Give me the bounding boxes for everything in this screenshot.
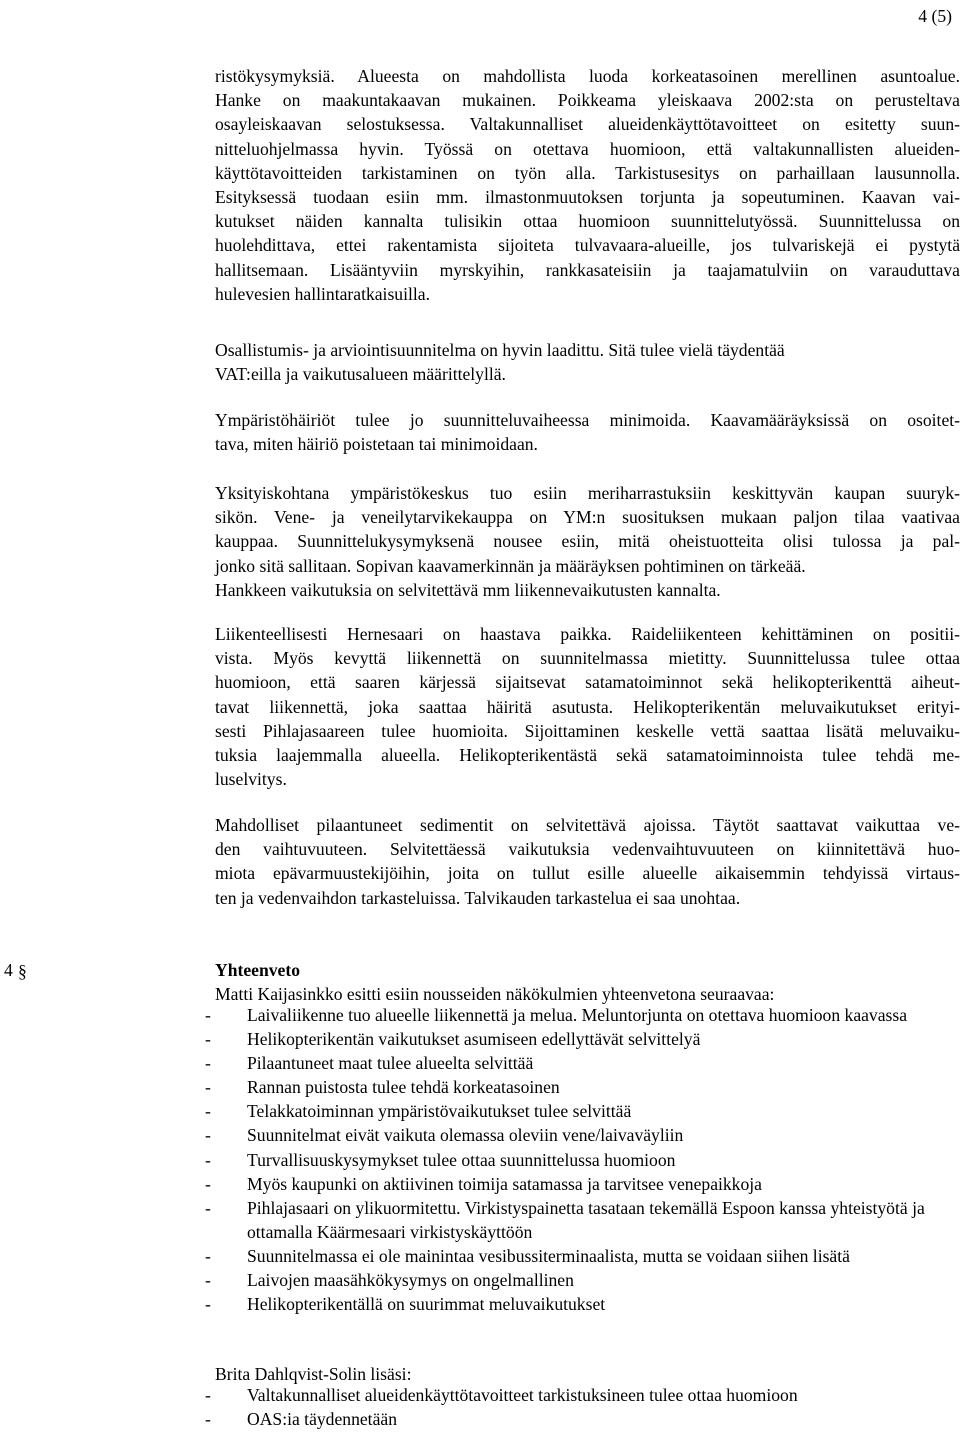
text-line: Esityksessä tuodaan esiin mm. ilmastonmuutoksen torjunta ja sopeutuminen. Kaavan vai-: [215, 186, 960, 207]
text-line: huomioon, että saaren kärjessä sijaitsevat satamatoiminnot sekä helikopterikenttä aiheut-: [215, 672, 960, 693]
list-item: [205, 1383, 960, 1407]
list-item-text: Suunnitelmat eivät vaikuta olemassa oleviin vene/laivaväyliin: [247, 1125, 684, 1146]
list-item: [205, 1407, 960, 1431]
list-item-text: Pihlajasaari on ylikuormitettu. Virkistyspainetta tasataan tekemällä Espoon kanssa yhteistyötä ja ottamalla Käärmesaari virkistyskäyttöön: [247, 1197, 925, 1242]
text-line: kutukset näiden kannalta tulisikin ottaa huomioon suunnittelutyössä. Suunnittelussa on: [215, 211, 960, 232]
text-line: hallitsemaan. Lisääntyviin myrskyihin, rankkasateisiin ja taajamatulviin on varauduttava: [215, 259, 960, 280]
list-item: [205, 1268, 960, 1292]
list-item-text: OAS:ia täydennetään: [247, 1409, 397, 1430]
list-item-text: Rannan puistosta tulee tehdä korkeatasoinen: [247, 1077, 560, 1098]
paragraph-planning-goals: [215, 64, 960, 306]
list-item-text: Valtakunnalliset alueidenkäyttötavoitteet tarkistuksineen tulee ottaa huomioon: [247, 1385, 798, 1405]
section-heading: Yhteenveto: [215, 960, 301, 980]
text-line: den vaihtuvuuteen. Selvitettäessä vaikutuksia vedenvaihtuvuuteen on kiinnitettävä huo-: [215, 839, 960, 860]
list-item: [205, 1075, 960, 1099]
list-dash: -: [205, 1197, 211, 1218]
list-item: [205, 1099, 960, 1123]
text-line: VAT:eilla ja vaikutusalueen määrittelyllä.: [215, 364, 506, 385]
list-dash: -: [205, 1029, 211, 1050]
text-line: Mahdolliset pilaantuneet sedimentit on selvitettävä ajoissa. Täytöt saattavat vaikuttaa ve-: [215, 815, 960, 835]
text-line: ristökysymyksiä. Alueesta on mahdollista luoda korkeatasoinen merellinen asuntoalue.: [215, 66, 960, 86]
list-dash: -: [205, 1005, 211, 1025]
text-line: Liikenteellisesti Hernesaari on haastava paikka. Raideliikenteen kehittäminen on positii-: [215, 624, 960, 644]
text-line: osayleiskaavan selostuksessa. Valtakunnalliset alueidenkäyttötavoitteet on esitetty suun-: [215, 114, 960, 135]
list-dash: -: [205, 1270, 211, 1291]
text-line: Hanke on maakuntakaavan mukainen. Poikkeama yleiskaava 2002:sta on perusteltava: [215, 90, 960, 111]
section-mark: §: [18, 961, 27, 981]
section-number: 4: [4, 960, 13, 980]
text-line: tuksia laajemmalla alueella. Helikopterikentästä sekä satamatoiminnoista tulee tehdä me-: [215, 744, 960, 765]
text-line: kauppaa. Suunnittelukysymyksenä nousee esiin, mitä oheistuotteita olisi tulossa ja pal-: [215, 531, 960, 552]
text-line: Ympäristöhäiriöt tulee jo suunnitteluvaiheessa minimoida. Kaavamääräyksissä on osoitet-: [215, 410, 960, 430]
list-dash: -: [205, 1125, 211, 1146]
text-line: sikön. Vene- ja veneilytarvikekauppa on YM:n suosituksen mukaan paljon tilaa vaativaa: [215, 507, 960, 528]
text-line: nitteluohjelmassa hyvin. Työssä on otettava huomioon, että valtakunnallisten alueiden-: [215, 138, 960, 159]
text-line: hulevesien hallintaratkaisuilla.: [215, 283, 430, 304]
text-line: sesti Pihlajasaareen tulee huomioita. Sijoittaminen keskelle vettä saattaa lisätä meluvaiku-: [215, 720, 960, 741]
list-item: [205, 1292, 960, 1316]
list-item: [205, 1172, 960, 1196]
text-line: tava, miten häiriö poistetaan tai minimoidaan.: [215, 434, 538, 455]
list-dash: -: [205, 1149, 211, 1170]
paragraph-sediments: [215, 813, 960, 910]
list-item-text: Laivaliikenne tuo alueelle liikennettä ja melua. Meluntorjunta on otettava huomioon kaavassa: [247, 1005, 908, 1025]
text-line: Osallistumis- ja arviointisuunnitelma on hyvin laadittu. Sitä tulee vielä täydentää: [215, 340, 785, 360]
list-dash: -: [205, 1077, 211, 1098]
text-line: ten ja vedenvaihdon tarkasteluissa. Talvikauden tarkastelua ei saa unohtaa.: [215, 887, 741, 908]
list-item: [205, 1027, 960, 1051]
list-item: [205, 1123, 960, 1147]
text-line: miota epävarmuustekijöihin, joita on tullut esille alueelle aikaisemmin tehdyissä virtaus-: [215, 863, 960, 884]
text-line: Yksityiskohtana ympäristökeskus tuo esiin meriharrastuksiin keskittyvän kaupan suuryk-: [215, 483, 960, 503]
list-dash: -: [205, 1173, 211, 1194]
list-item: [205, 1051, 960, 1075]
list-item-text: Suunnitelmassa ei ole mainintaa vesibussiterminaalista, mutta se voidaan siihen lisätä: [247, 1245, 850, 1266]
paragraph-retail-unit: [215, 481, 960, 602]
list-dash: -: [205, 1245, 211, 1266]
text-line: luselvitys.: [215, 769, 287, 790]
paragraph-disturbances: [215, 408, 960, 456]
list-item: [205, 1148, 960, 1172]
text-line: Hankkeen vaikutuksia on selvitettävä mm liikennevaikutusten kannalta.: [215, 579, 721, 600]
list-item-text: Helikopterikentällä on suurimmat meluvaikutukset: [247, 1294, 606, 1315]
list-item-text: Telakkatoiminnan ympäristövaikutukset tulee selvittää: [247, 1101, 632, 1122]
list-item: [205, 1003, 960, 1027]
text-line: käyttötavoitteiden tarkistaminen on työn alla. Tarkistusesitys on parhaillaan lausunnolla.: [215, 162, 960, 183]
text-line: vista. Myös kevyttä liikennettä on suunnitelmassa mietitty. Suunnittelussa tulee ottaa: [215, 648, 960, 669]
text-line: jonko sitä sallitaan. Sopivan kaavamerkinnän ja määräyksen pohtiminen on tärkeää.: [215, 555, 806, 576]
paragraph-oas: [215, 338, 960, 386]
list-dash: -: [205, 1101, 211, 1122]
text-line: huolehdittava, ettei rakentamista sijoiteta tulvavaara-alueille, jos tulvariskejä ei pystytä: [215, 235, 960, 256]
list-dash: -: [205, 1294, 211, 1315]
addendum-list: [205, 1383, 960, 1431]
list-item: [205, 1196, 960, 1244]
list-dash: -: [205, 1053, 211, 1074]
text-line: Matti Kaijasinkko esitti esiin nousseiden näkökulmien yhteenvetona seuraavaa:: [215, 984, 775, 1004]
list-item-text: Myös kaupunki on aktiivinen toimija satamassa ja tarvitsee venepaikkoja: [247, 1173, 762, 1194]
list-dash: -: [205, 1385, 211, 1405]
summary-list: [205, 1003, 960, 1316]
list-item-text: Pilaantuneet maat tulee alueelta selvittää: [247, 1053, 534, 1074]
list-item-text: Turvallisuuskysymykset tulee ottaa suunnittelussa huomioon: [247, 1149, 676, 1170]
paragraph-traffic: [215, 622, 960, 791]
list-item: [205, 1244, 960, 1268]
list-item-text: Laivojen maasähkökysymys on ongelmallinen: [247, 1270, 574, 1291]
text-line: Brita Dahlqvist-Solin lisäsi:: [215, 1364, 412, 1384]
text-line: tavat liikennettä, joka saattaa häiritä asutusta. Helikopterikentän meluvaikutukset erityi-: [215, 696, 960, 717]
page-number: 4 (5): [918, 6, 952, 26]
list-dash: -: [205, 1409, 211, 1430]
list-item-text: Helikopterikentän vaikutukset asumiseen edellyttävät selvittelyä: [247, 1029, 701, 1050]
